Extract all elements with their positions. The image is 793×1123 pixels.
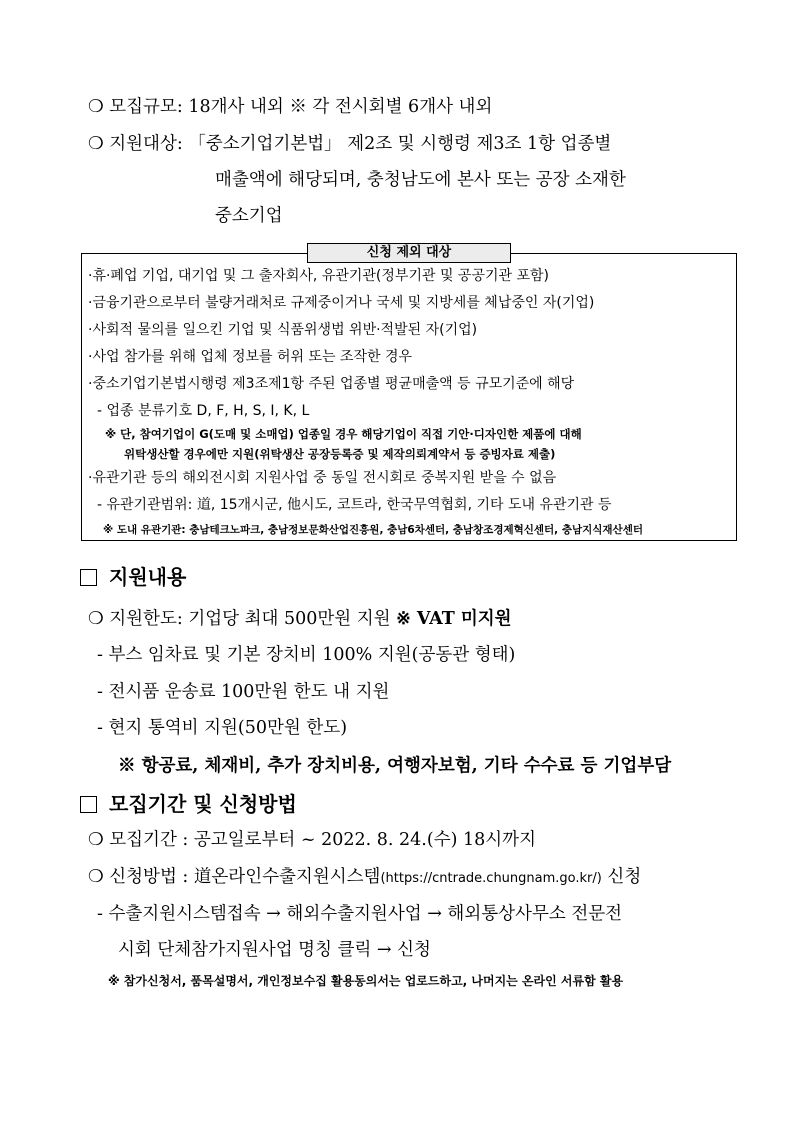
support-heading: 지원내용 xyxy=(80,561,186,590)
apply-steps-line1: - 수출지원시스템접속 → 해외수출지원사업 → 해외통상사무소 전문전 xyxy=(97,904,623,924)
apply-period: ❍ 모집기간 : 공고일로부터 ~ 2022. 8. 24.(수) 18시까지 xyxy=(88,830,536,850)
apply-heading: 모집기간 및 신청방법 xyxy=(80,788,297,817)
apply-steps-line2: 시회 단체참가지원사업 명칭 클릭 → 신청 xyxy=(118,940,431,960)
square-bullet-icon xyxy=(80,569,97,586)
support-item-shipping: - 전시품 운송료 100만원 한도 내 지원 xyxy=(97,682,390,702)
recruit-scale: ❍ 모집규모: 18개사 내외 ※ 각 전시회별 6개사 내외 xyxy=(88,97,493,117)
vat-note: ※ VAT 미지원 xyxy=(396,609,512,629)
exclusion-item-1: ·휴·폐업 기업, 대기업 및 그 출자회사, 유관기관(정부기관 및 공공기관 포함) xyxy=(88,268,549,284)
support-limit: ❍ 지원한도: 기업당 최대 500만원 지원 ※ VAT 미지원 xyxy=(88,609,512,629)
exclusion-subitem-agencies: - 유관기관범위: 道, 15개시군, 他시도, 코트라, 한국무역협회, 기타 도내 유관기관 등 xyxy=(97,497,612,513)
exclusion-subitem-codes: - 업종 분류기호 D, F, H, S, I, K, L xyxy=(97,403,310,419)
support-target-line1: ❍ 지원대상: 「중소기업기본법」 제2조 및 시행령 제3조 1항 업종별 xyxy=(88,134,612,154)
exclusion-note-wholesale-2: 위탁생산할 경우에만 지원(위탁생산 공장등록증 및 제작의뢰계약서 등 증빙자료 제출) xyxy=(124,447,556,461)
support-item-booth: - 부스 임차료 및 기본 장치비 100% 지원(공동관 형태) xyxy=(97,645,516,665)
exclusion-note-wholesale-1: ※ 단, 참여기업이 G(도매 및 소매업) 업종일 경우 해당기업이 직접 기안·디자인한 제품에 대해 xyxy=(105,427,582,441)
apply-method: ❍ 신청방법 : 道온라인수출지원시스템(https://cntrade.chungnam.go.kr/) 신청 xyxy=(88,867,642,887)
exclusion-item-5: ·중소기업기본법시행령 제3조제1항 주된 업종별 평균매출액 등 규모기준에 해당 xyxy=(88,376,575,392)
exclusion-note-agencies: ※ 도내 유관기관: 충남테크노파크, 충남정보문화산업진흥원, 충남6차센터, 충남창조경제혁신센터, 충남지식재산센터 xyxy=(103,524,643,536)
system-url-link[interactable]: (https://cntrade.chungnam.go.kr/) xyxy=(380,871,602,886)
square-bullet-icon xyxy=(80,796,97,813)
exclusion-box-title: 신청 제외 대상 xyxy=(307,243,511,263)
support-burden-note: ※ 항공료, 체재비, 추가 장치비용, 여행자보험, 기타 수수료 등 기업부담 xyxy=(118,756,672,776)
exclusion-item-6: ·유관기관 등의 해외전시회 지원사업 중 동일 전시회로 중복지원 받을 수 없음 xyxy=(88,470,557,486)
apply-upload-note: ※ 참가신청서, 품목설명서, 개인정보수집 활용동의서는 업로드하고, 나머지는 온라인 서류함 활용 xyxy=(108,974,624,988)
exclusion-item-3: ·사회적 물의를 일으킨 기업 및 식품위생법 위반·적발된 자(기업) xyxy=(88,322,478,338)
exclusion-item-2: ·금융기관으로부터 불량거래처로 규제중이거나 국세 및 지방세를 체납중인 자(기업) xyxy=(88,295,595,311)
support-target-line2: 매출액에 해당되며, 충청남도에 본사 또는 공장 소재한 xyxy=(215,170,626,190)
support-item-interpreter: - 현지 통역비 지원(50만원 한도) xyxy=(97,718,348,738)
exclusion-item-4: ·사업 참가를 위해 업체 정보를 허위 또는 조작한 경우 xyxy=(88,349,413,365)
support-target-line3: 중소기업 xyxy=(215,206,283,226)
